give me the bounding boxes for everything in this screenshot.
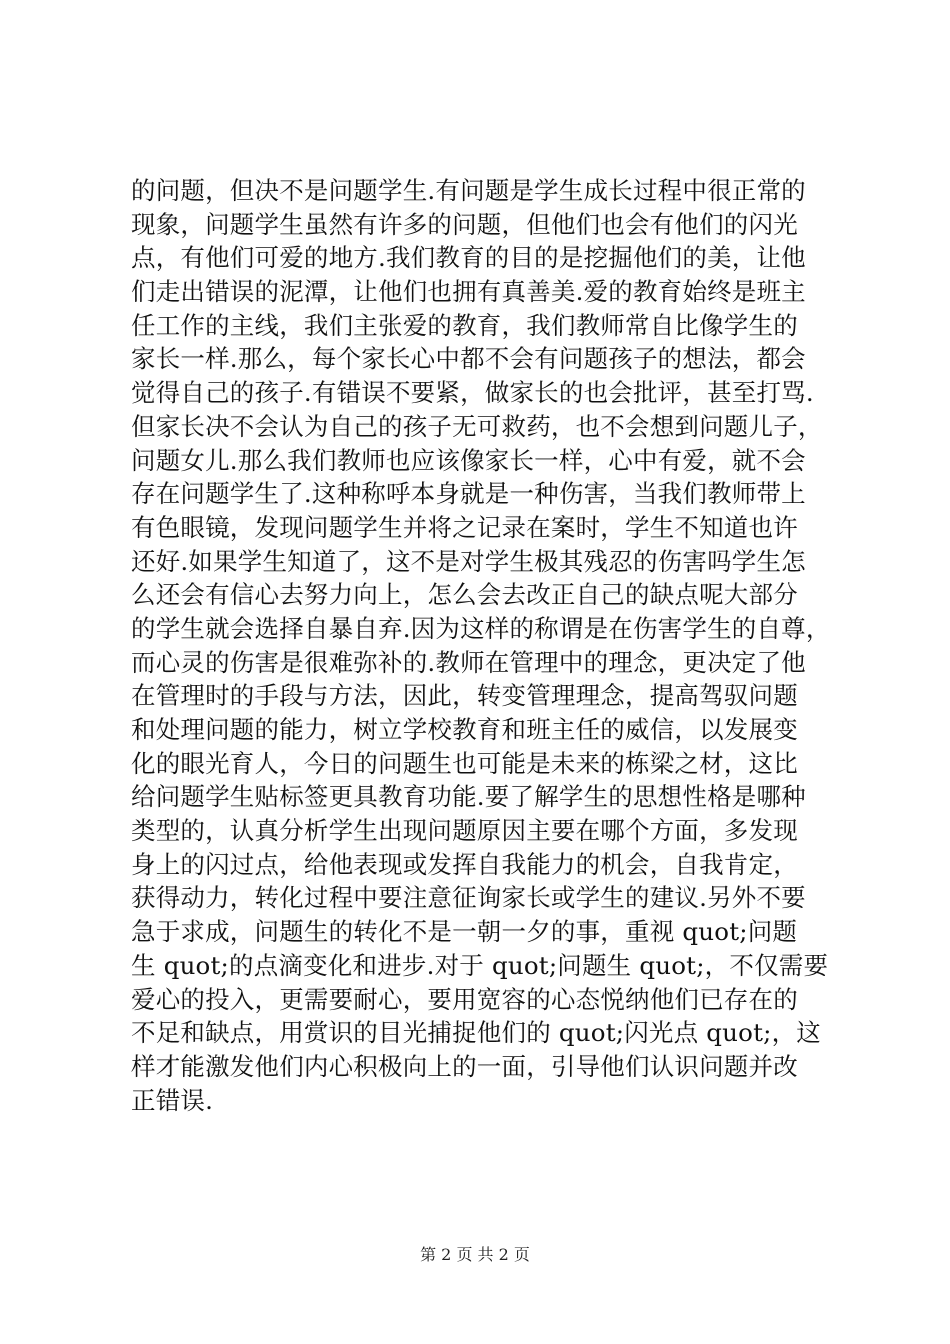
text-line: 爱心的投入，更需要耐心，要用宽容的心态悦纳他们已存在的 [131, 984, 798, 1014]
text-line: 急于求成，问题生的转化不是一朝一夕的事，重视 quot;问题 [131, 917, 798, 947]
text-line: 觉得自己的孩子.有错误不要紧，做家长的也会批评，甚至打骂. [131, 378, 814, 408]
page-number-footer: 第 2 页 共 2 页 [420, 1245, 530, 1264]
text-line: 类型的，认真分析学生出现问题原因主要在哪个方面，多发现 [131, 816, 798, 846]
text-line: 的问题，但决不是问题学生.有问题是学生成长过程中很正常的 [131, 176, 806, 205]
text-line: 现象，问题学生虽然有许多的问题，但他们也会有他们的闪光 [131, 209, 798, 239]
text-line: 和处理问题的能力，树立学校教育和班主任的威信，以发展变 [131, 715, 798, 744]
text-line: 身上的闪过点，给他表现或发挥自我能力的机会，自我肯定， [131, 849, 798, 879]
text-line: 么还会有信心去努力向上，怎么会去改正自己的缺点呢大部分 [131, 580, 798, 610]
text-line: 但家长决不会认为自己的孩子无可救药，也不会想到问题儿子， [131, 411, 823, 441]
text-line: 们走出错误的泥潭，让他们也拥有真善美.爱的教育始终是班主 [131, 277, 806, 307]
body-text [131, 174, 831, 1117]
text-line: 点，有他们可爱的地方.我们教育的目的是挖掘他们的美，让他 [131, 243, 806, 273]
text-line: 给问题学生贴标签更具教育功能.要了解学生的思想性格是哪种 [131, 782, 806, 812]
text-line: 获得动力，转化过程中要注意征询家长或学生的建议.另外不要 [131, 883, 806, 913]
text-line: 的学生就会选择自暴自弃.因为这样的称谓是在伤害学生的自尊， [131, 613, 831, 643]
text-line: 还好.如果学生知道了，这不是对学生极其残忍的伤害吗学生怎 [131, 546, 806, 576]
text-line: 生 quot;的点滴变化和进步.对于 quot;问题生 quot;，不仅需要 [131, 950, 829, 980]
text-line: 样才能激发他们内心积极向上的一面，引导他们认识问题并改 [131, 1051, 798, 1081]
text-line: 家长一样.那么，每个家长心中都不会有问题孩子的想法，都会 [131, 344, 806, 374]
text-line: 存在问题学生了.这种称呼本身就是一种伤害，当我们教师带上 [131, 479, 806, 509]
text-line: 化的眼光育人，今日的问题生也可能是未来的栋梁之材，这比 [131, 748, 798, 778]
text-line: 在管理时的手段与方法，因此，转变管理理念，提高驾驭问题 [131, 681, 798, 711]
text-line: 正错误. [131, 1085, 214, 1115]
text-line: 不足和缺点，用赏识的目光捕捉他们的 quot;闪光点 quot;，这 [131, 1018, 821, 1048]
text-line: 任工作的主线，我们主张爱的教育，我们教师常自比像学生的 [131, 310, 798, 340]
text-line: 有色眼镜，发现问题学生并将之记录在案时，学生不知道也许 [131, 512, 798, 542]
text-line: 而心灵的伤害是很难弥补的.教师在管理中的理念，更决定了他 [131, 647, 806, 677]
text-line: 问题女儿.那么我们教师也应该像家长一样，心中有爱，就不会 [131, 445, 806, 475]
